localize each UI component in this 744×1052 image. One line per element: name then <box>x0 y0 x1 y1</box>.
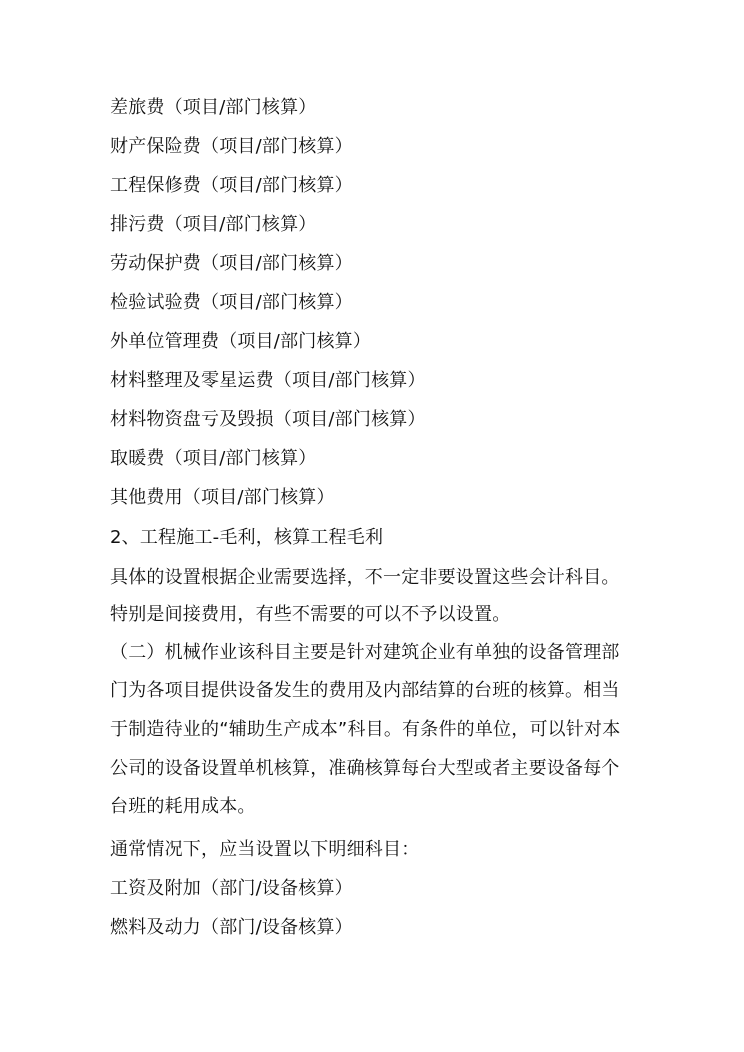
text-line: 差旅费（项目/部门核算） <box>110 97 317 118</box>
text-line: 工程保修费（项目/部门核算） <box>110 175 353 196</box>
text-line: 排污费（项目/部门核算） <box>110 214 317 235</box>
text-line: 取暖费（项目/部门核算） <box>110 448 317 469</box>
paragraph-line: （二）机械作业该科目主要是针对建筑企业有单独的设备管理部 <box>110 642 620 663</box>
paragraph-line: 通常情况下，应当设置以下明细科目： <box>110 839 420 860</box>
section-heading: 2、工程施工-毛利，核算工程毛利 <box>110 527 384 548</box>
paragraph-line: 具体的设置根据企业需要选择，不一定非要设置这些会计科目。 <box>110 567 620 588</box>
text-line: 工资及附加（部门/设备核算） <box>110 878 353 899</box>
paragraph-line: 门为各项目提供设备发生的费用及内部结算的台班的核算。相当 <box>110 680 620 701</box>
text-line: 材料物资盘亏及毁损（项目/部门核算） <box>110 409 426 430</box>
text-line: 燃料及动力（部门/设备核算） <box>110 917 353 938</box>
paragraph-line: 公司的设备设置单机核算，准确核算每台大型或者主要设备每个 <box>110 758 620 779</box>
paragraph-line: 于制造待业的“辅助生产成本”科目。有条件的单位，可以针对本 <box>110 719 621 740</box>
paragraph-line: 特别是间接费用，有些不需要的可以不予以设置。 <box>110 604 511 625</box>
text-line: 检验试验费（项目/部门核算） <box>110 292 353 313</box>
paragraph-line: 台班的耗用成本。 <box>110 796 256 817</box>
text-line: 材料整理及零星运费（项目/部门核算） <box>110 370 426 391</box>
text-line: 劳动保护费（项目/部门核算） <box>110 253 353 274</box>
text-line: 外单位管理费（项目/部门核算） <box>110 331 372 352</box>
text-line: 其他费用（项目/部门核算） <box>110 487 335 508</box>
text-line: 财产保险费（项目/部门核算） <box>110 136 353 157</box>
